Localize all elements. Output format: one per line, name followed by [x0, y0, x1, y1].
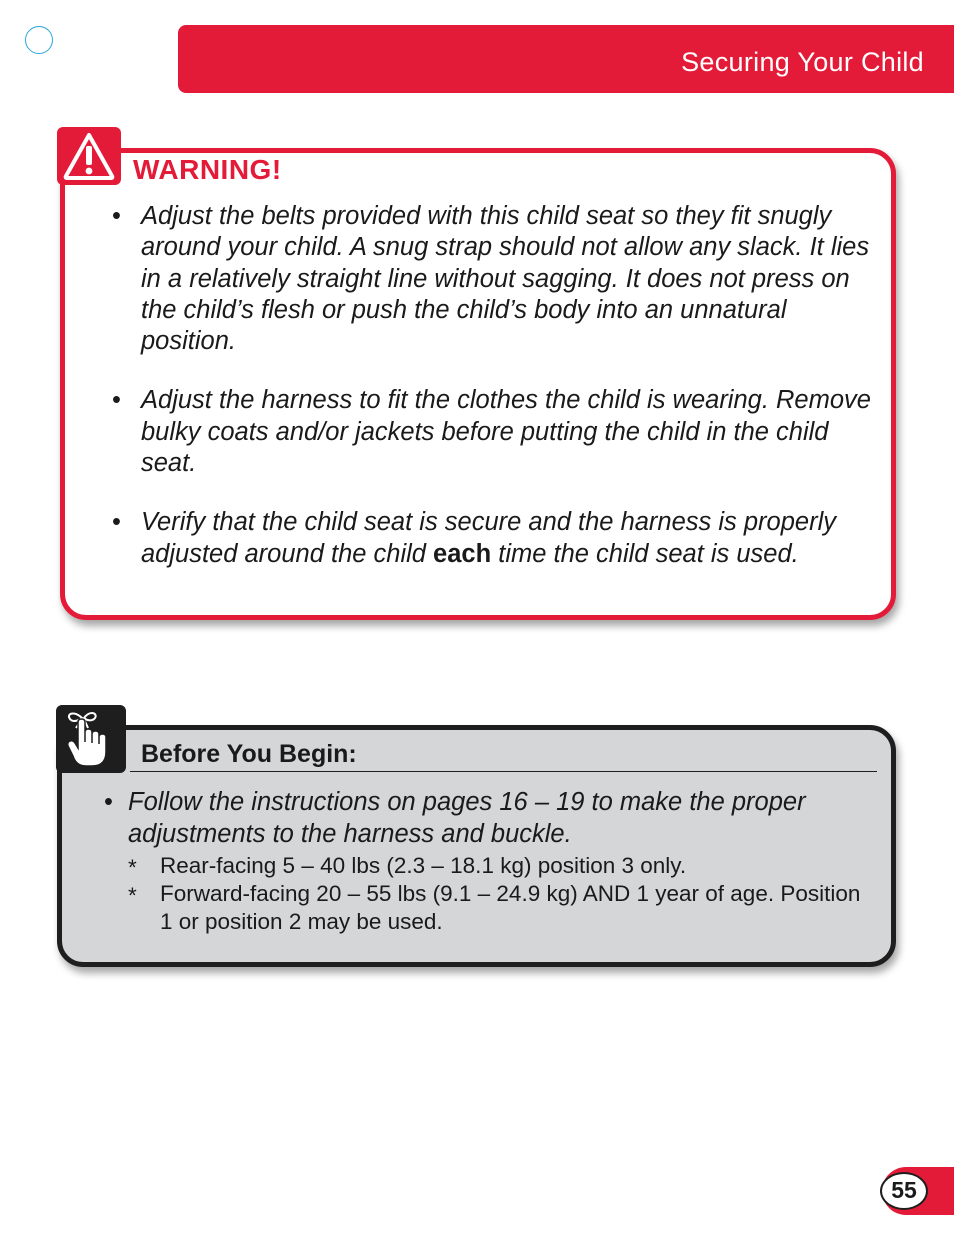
warning-text: time the child seat is used.: [491, 539, 799, 568]
warning-text: Verify that the child seat is secure and the harness is properly adjusted around the child: [141, 508, 836, 568]
warning-text: Adjust the harness to fit the clothes the child is wearing. Remove bulky coats and/or jackets before putting the child in the child seat.: [141, 386, 871, 478]
instruction-text: Follow the instructions on pages 16 – 19 to make the proper adjustments to the harness and buckle.: [128, 788, 806, 848]
warning-heading: WARNING!: [133, 154, 282, 185]
bullet: •: [112, 508, 121, 537]
warning-text: Adjust the belts provided with this child seat so they fit snugly around your child. A snug strap should not allow any slack. It lies in a relatively straight line without sagging. It does not press on the child’s flesh or push the child’s body into an unnatural position.: [141, 202, 870, 356]
list-item: [112, 507, 872, 570]
warning-icon-badge: [57, 127, 121, 185]
list-item: [112, 201, 872, 357]
position-list: [128, 852, 868, 936]
reminder-icon-badge: [56, 705, 126, 773]
list-item: [128, 880, 868, 936]
position-text: Forward-facing 20 – 55 lbs (9.1 – 24.9 kg) AND 1 year of age. Position 1 or position 2 may be used.: [160, 881, 861, 934]
position-text: Rear-facing 5 – 40 lbs (2.3 – 18.1 kg) position 3 only.: [160, 853, 687, 878]
asterisk-bullet: *: [128, 855, 137, 880]
before-you-begin-heading: Before You Begin:: [141, 740, 357, 768]
warning-list: [112, 201, 872, 598]
registration-circle: [25, 26, 53, 54]
section-title: Securing Your Child: [681, 47, 924, 77]
page-number: 55: [891, 1177, 917, 1203]
heading-underline: [130, 771, 877, 772]
list-item: [112, 385, 872, 479]
bullet: •: [112, 386, 121, 415]
bullet: •: [104, 788, 113, 816]
list-item: [104, 787, 874, 850]
bullet: •: [112, 202, 121, 230]
warning-triangle-icon: [63, 132, 115, 180]
section-header-bar: [178, 25, 954, 93]
list-item: [128, 852, 868, 880]
asterisk-bullet: *: [128, 883, 137, 908]
finger-string-reminder-icon: [62, 708, 120, 770]
emphasis-each: each: [433, 539, 492, 568]
